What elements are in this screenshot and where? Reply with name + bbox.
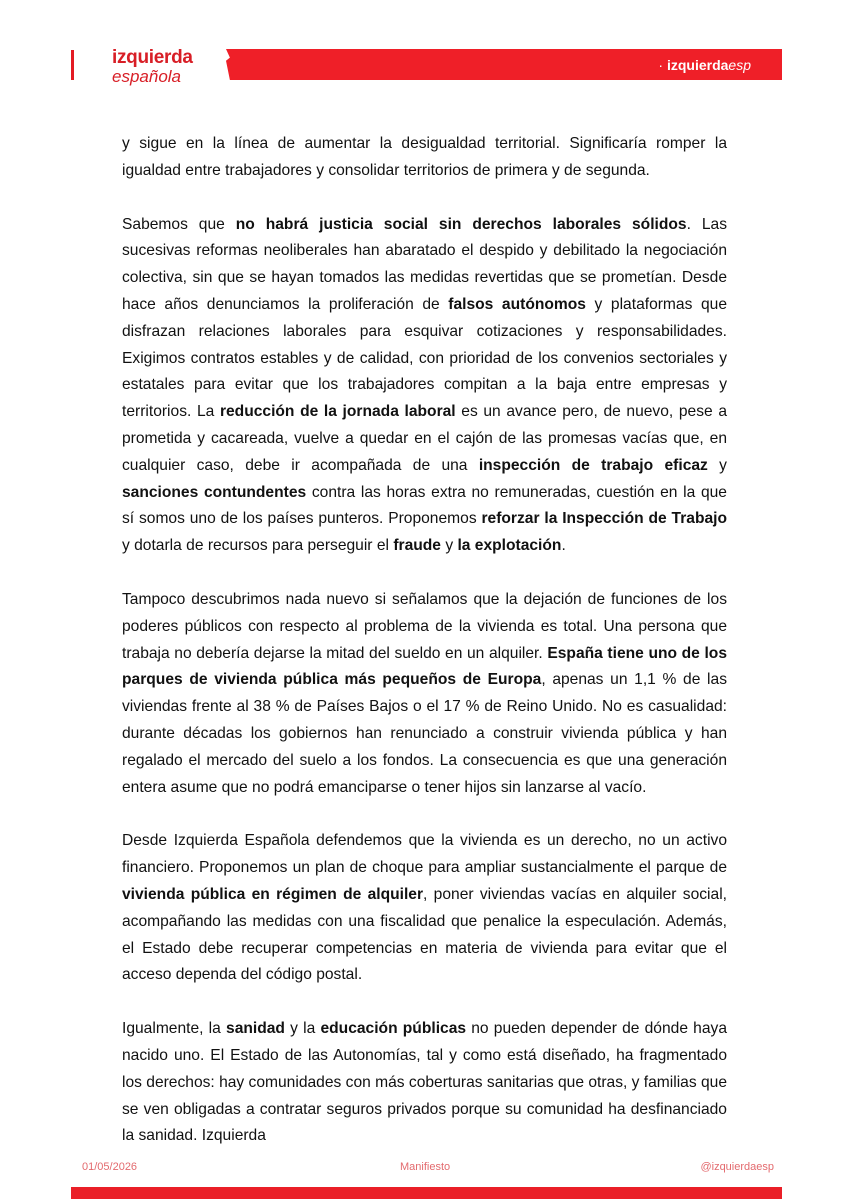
paragraph-text: . xyxy=(561,537,566,555)
footer-doc-name: Manifiesto xyxy=(400,1161,451,1173)
body-paragraph xyxy=(122,212,727,560)
emphasis-text: la explotación xyxy=(457,537,562,555)
paragraph-text: es un avance pero, de nuevo, pese a prometida y cacareada, vuelve a quedar en el cajón de las promesas vacías que, en cualquier caso, debe ir acompañada de una xyxy=(122,403,727,474)
manifesto-body xyxy=(122,131,727,1150)
emphasis-text: inspección de trabajo eficaz xyxy=(478,456,708,474)
paragraph-text: no pueden depender de dónde haya nacido uno. El Estado de las Autonomías, tal y como está diseñado, ha fragmentado los derechos: hay comunidades con más coberturas sanitarias que otras, y familias que se ven obligadas a contratar seguros privados porque su comunidad ha desfinanciado la sanidad. Izquierda xyxy=(122,1020,728,1145)
header-social-handle xyxy=(658,57,751,73)
emphasis-text: España tiene uno de los parques de vivienda pública más pequeños de Europa xyxy=(122,644,727,689)
emphasis-text: reforzar la Inspección de Trabajo xyxy=(481,510,727,528)
handle-italic: esp xyxy=(728,57,751,73)
page-header xyxy=(0,0,848,110)
emphasis-text: fraude xyxy=(393,537,441,555)
emphasis-text: sanidad xyxy=(226,1020,285,1038)
paragraph-text: y xyxy=(440,537,458,555)
logo-line2: española xyxy=(112,67,182,86)
paragraph-text: Igualmente, la xyxy=(122,1020,227,1038)
body-paragraph xyxy=(122,1016,727,1150)
footer-red-bar xyxy=(71,1187,782,1199)
paragraph-text: , apenas un 1,1 % de las viviendas frente al 38 % de Países Bajos o el 17 % de Reino Unido. No es casualidad: durante décadas los gobiernos han renunciado a construir vivienda pública y han regalado el mercado del suelo a los fondos. La consecuencia es que una generación entera asume que no podrá emanciparse o tener hijos sin lanzarse al vacío. xyxy=(122,671,727,796)
body-paragraph xyxy=(122,587,727,801)
paragraph-text: y la xyxy=(284,1020,321,1038)
emphasis-text: sanciones contundentes xyxy=(122,483,307,501)
logo-line1: izquierda xyxy=(112,47,193,68)
paragraph-text: contra las horas extra no remuneradas, cuestión en la que sí somos uno de los países punteros. Proponemos xyxy=(122,483,727,528)
emphasis-text: educación públicas xyxy=(320,1020,467,1038)
header-accent-bar xyxy=(71,50,74,80)
paragraph-text: y dotarla de recursos para perseguir el xyxy=(122,537,394,555)
paragraph-text: Sabemos que xyxy=(122,215,236,233)
paragraph-text: y plataformas que disfrazan relaciones laborales para esquivar cotizaciones y responsabilidades. Exigimos contratos estables y de calidad, con prioridad de los convenios sectoriales y estatales para evitar que los trabajadores compitan a la baja entre empresas y territorios. La xyxy=(122,295,727,421)
izquierda-espanola-logo xyxy=(112,48,193,85)
paragraph-text: , poner viviendas vacías en alquiler social, acompañando las medidas con una fiscalidad que penalice la especulación. Además, el Estado debe recuperar competencias en materia de vivienda para evitar que el acceso dependa del código postal. xyxy=(122,885,727,984)
paragraph-text: . Las sucesivas reformas neoliberales han abaratado el despido y debilitado la negociación colectiva, sin que se hayan tomados las medidas revertidas que se prometían. Desde hace años denunciamos la proliferación de xyxy=(122,215,727,313)
emphasis-text: vivienda pública en régimen de alquiler xyxy=(122,885,424,903)
handle-prefix: · xyxy=(658,57,667,73)
body-paragraph xyxy=(122,131,727,185)
emphasis-text: reducción de la jornada laboral xyxy=(219,403,456,421)
body-paragraph xyxy=(122,828,727,989)
emphasis-text: no habrá justicia social sin derechos laborales sólidos xyxy=(235,215,687,233)
paragraph-text: y xyxy=(707,456,727,474)
paragraph-text: Tampoco descubrimos nada nuevo si señalamos que la dejación de funciones de los poderes públicos con respecto al problema de la vivienda es total. Una persona que trabaja no debería dejarse la mitad del sueldo en un alquiler. xyxy=(122,590,727,662)
footer-date: 01/05/2026 xyxy=(82,1161,138,1173)
footer-handle: @izquierdaesp xyxy=(700,1161,774,1173)
emphasis-text: falsos autónomos xyxy=(448,295,586,313)
paragraph-text: y sigue en la línea de aumentar la desigualdad territorial. Significaría romper la igualdad entre trabajadores y consolidar territorios de primera y de segunda. xyxy=(122,135,727,179)
handle-bold: izquierda xyxy=(666,57,729,73)
paragraph-text: Desde Izquierda Española defendemos que la vivienda es un derecho, no un activo financiero. Proponemos un plan de choque para ampliar sustancialmente el parque de xyxy=(122,832,727,877)
